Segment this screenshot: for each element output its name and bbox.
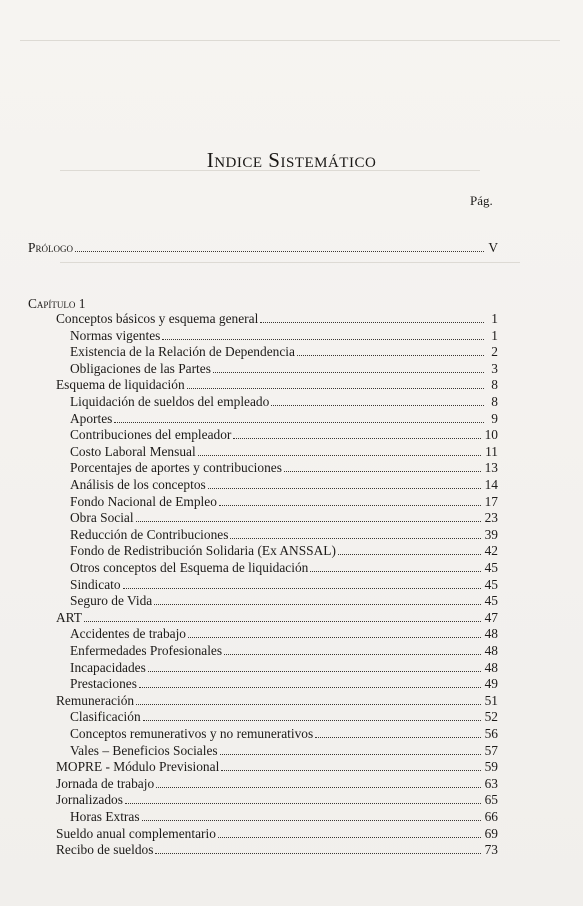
toc-entry-page: 39 <box>484 526 498 542</box>
leader-dots <box>224 654 481 655</box>
leader-dots <box>338 554 481 555</box>
toc-entry-page: 69 <box>484 825 498 841</box>
toc-entry-page: 48 <box>484 626 498 642</box>
toc-entry-page: 48 <box>484 659 498 675</box>
toc-entry <box>70 361 498 377</box>
toc-entry-label: MOPRE - Módulo Previsional <box>56 759 220 775</box>
leader-dots <box>230 538 480 539</box>
leader-dots <box>220 754 481 755</box>
toc-entry-page: 49 <box>484 676 498 692</box>
leader-dots <box>136 521 481 522</box>
leader-dots <box>139 687 481 688</box>
toc-entry-label: Sueldo anual complementario <box>56 825 216 841</box>
leader-dots <box>219 505 481 506</box>
toc-entry-label: Obligaciones de las Partes <box>70 360 211 376</box>
toc-entry-label: Fondo Nacional de Empleo <box>70 493 217 509</box>
toc-entry-label: Remuneración <box>56 692 135 708</box>
toc-entry-page: 23 <box>484 510 498 526</box>
toc-entry <box>70 660 498 676</box>
toc-entry-label: Liquidación de sueldos del empleado <box>70 394 270 409</box>
toc-entry-label: Análisis de los conceptos <box>70 477 206 492</box>
toc-entry-label: Porcentajes de aportes y contribuciones <box>70 460 282 476</box>
toc-entry <box>70 626 498 642</box>
toc-entry-page: 13 <box>484 460 498 476</box>
leader-dots <box>284 471 481 472</box>
leader-dots <box>260 322 484 323</box>
leader-dots <box>142 820 481 821</box>
toc-entry-page: 73 <box>484 842 498 858</box>
leader-dots <box>114 422 484 423</box>
toc-entry-page: 11 <box>485 443 498 459</box>
leader-dots <box>213 372 484 373</box>
toc-entry <box>70 726 498 742</box>
leader-dots <box>208 488 481 489</box>
leader-dots <box>187 388 484 389</box>
toc-entry <box>70 444 498 460</box>
toc-entry-page: 8 <box>491 394 498 409</box>
toc-entry-page: 47 <box>484 609 498 625</box>
toc-entry <box>70 328 498 344</box>
leader-dots <box>198 455 481 456</box>
toc-entry-label: Obra Social <box>70 510 134 526</box>
toc-entry <box>56 693 498 709</box>
toc-entry-page: V <box>488 240 498 255</box>
toc-entry <box>70 709 498 725</box>
toc-entry-label: Esquema de liquidación <box>56 377 185 393</box>
leader-dots <box>123 588 481 589</box>
toc-entry-label: Vales – Beneficios Sociales <box>70 742 218 758</box>
leader-dots <box>84 621 481 622</box>
leader-dots <box>136 704 481 705</box>
toc-entry-page: 1 <box>491 327 498 343</box>
toc-entry-label: Conceptos básicos y esquema general <box>56 311 259 326</box>
toc-entry <box>70 394 498 410</box>
toc-entry-page: 8 <box>491 377 498 393</box>
toc-entry-label: ART <box>56 609 82 625</box>
toc-entry-label: Enfermedades Profesionales <box>70 643 223 658</box>
toc-entry-page: 2 <box>491 344 498 360</box>
toc-entry-label: Fondo de Redistribución Solidaria (Ex ANSSAL) <box>70 543 336 559</box>
toc-entry-label: Reducción de Contribuciones <box>70 526 229 542</box>
toc-entry-page: 45 <box>484 593 498 609</box>
toc-entry-label: Conceptos remunerativos y no remunerativos <box>70 726 314 741</box>
toc-entry <box>70 477 498 493</box>
leader-dots <box>162 339 484 340</box>
leader-dots <box>155 853 480 854</box>
toc-entry-label: Contribuciones del empleador <box>70 427 232 443</box>
leader-dots <box>156 787 480 788</box>
toc-entry <box>70 411 498 427</box>
toc-entry-page: 66 <box>484 809 498 824</box>
toc-entry <box>70 344 498 360</box>
toc-entry <box>56 776 498 792</box>
toc-entry-label: Clasificación <box>70 709 141 725</box>
toc-entry-page: 3 <box>491 360 498 376</box>
leader-dots <box>218 837 481 838</box>
leader-dots <box>188 637 481 638</box>
toc-entry <box>70 427 498 443</box>
toc-entry-label: Otros conceptos del Esquema de liquidación <box>70 560 309 575</box>
page-column-label: Pág. <box>470 193 493 208</box>
toc-entry <box>56 792 498 808</box>
toc-entry-label: Sindicato <box>70 576 121 592</box>
leader-dots <box>154 604 480 605</box>
leader-dots <box>75 251 484 252</box>
toc-entry <box>56 377 498 393</box>
toc-entry-label: Existencia de la Relación de Dependencia <box>70 344 295 360</box>
toc-entry-label: Aportes <box>70 410 113 426</box>
ghost-rule <box>60 262 520 263</box>
leader-dots <box>221 770 480 771</box>
toc-entry-page: 42 <box>484 543 498 559</box>
ghost-rule <box>20 40 560 41</box>
toc-entry-prologue <box>28 240 498 256</box>
toc-entry-label: Incapacidades <box>70 659 146 675</box>
chapter-heading: Capítulo 1 <box>28 296 86 311</box>
leader-dots <box>310 571 480 572</box>
toc-entry <box>70 560 498 576</box>
toc-entry-page: 63 <box>484 775 498 791</box>
toc-entry <box>70 593 498 609</box>
toc-entry <box>56 842 498 858</box>
toc-entry-label: Seguro de Vida <box>70 593 153 609</box>
toc-entry-page: 59 <box>484 759 498 775</box>
leader-dots <box>125 803 481 804</box>
leader-dots <box>233 438 480 439</box>
page-title: Indice Sistemático <box>206 148 377 172</box>
toc-entry <box>56 610 498 626</box>
toc-entry-label: Normas vigentes <box>70 327 161 343</box>
toc-entry <box>70 494 498 510</box>
toc-entry <box>70 809 498 825</box>
toc-entry-label: Costo Laboral Mensual <box>70 443 196 459</box>
toc-entry <box>56 759 498 775</box>
toc-entry <box>70 510 498 526</box>
toc-entry-page: 51 <box>484 692 498 708</box>
toc-entry-label: Prólogo <box>28 240 73 255</box>
toc-entry <box>70 577 498 593</box>
toc-entry-page: 48 <box>484 643 498 658</box>
toc-entry-page: 10 <box>484 427 498 443</box>
toc-entry-page: 52 <box>484 709 498 725</box>
leader-dots <box>315 737 480 738</box>
toc-entry <box>70 743 498 759</box>
toc-entry <box>56 311 498 327</box>
toc-entry-page: 56 <box>484 726 498 741</box>
toc-entry <box>70 460 498 476</box>
toc-entry-label: Jornada de trabajo <box>56 775 155 791</box>
toc-entry <box>56 826 498 842</box>
toc-entry-page: 65 <box>484 792 498 808</box>
toc-entry-label: Prestaciones <box>70 676 137 692</box>
toc-entry-page: 45 <box>484 560 498 575</box>
toc-entry-label: Accidentes de trabajo <box>70 626 186 642</box>
toc-entry-page: 17 <box>484 493 498 509</box>
toc-entry-page: 57 <box>484 742 498 758</box>
toc-entry-label: Jornalizados <box>56 792 123 808</box>
toc-entry-page: 9 <box>491 410 498 426</box>
leader-dots <box>297 355 484 356</box>
leader-dots <box>143 720 481 721</box>
toc-entry-page: 14 <box>484 477 498 492</box>
toc-entry <box>70 643 498 659</box>
toc-entry-label: Horas Extras <box>70 809 140 824</box>
toc-entry-page: 1 <box>491 311 498 326</box>
leader-dots <box>148 671 481 672</box>
toc-entry <box>70 527 498 543</box>
toc-entry <box>70 543 498 559</box>
leader-dots <box>271 405 484 406</box>
toc-entry-page: 45 <box>484 576 498 592</box>
toc-entry-label: Recibo de sueldos <box>56 842 154 858</box>
toc-entry <box>70 676 498 692</box>
